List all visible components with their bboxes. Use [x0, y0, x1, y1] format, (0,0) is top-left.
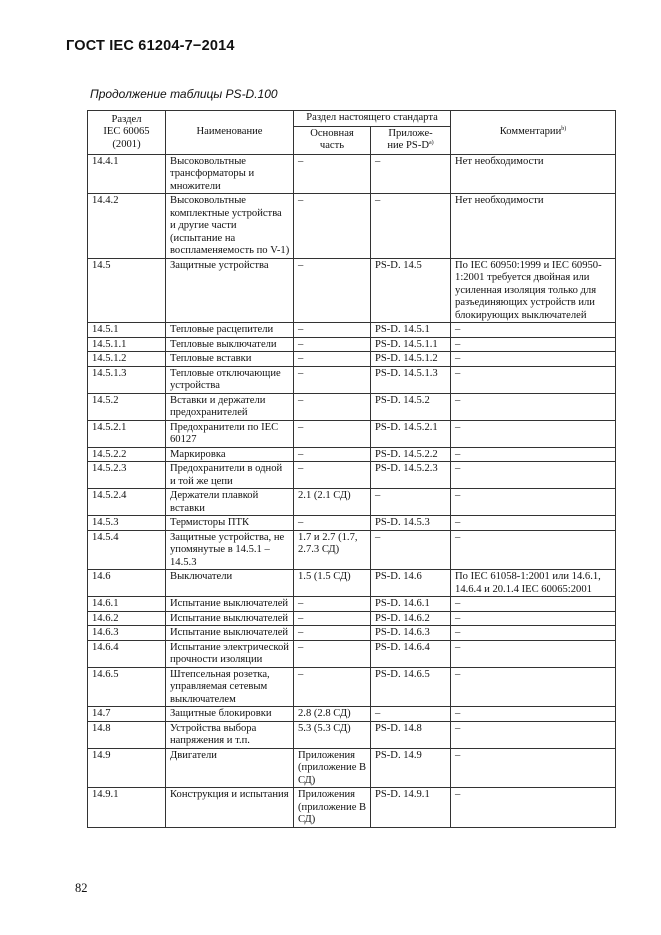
cell-section: 14.5.2	[88, 393, 166, 420]
cell-comment: –	[451, 462, 616, 489]
cell-annex: PS-D. 14.9	[371, 748, 451, 788]
cell-main-part: –	[294, 626, 371, 641]
cell-section: 14.9.1	[88, 788, 166, 828]
cell-section: 14.6.3	[88, 626, 166, 641]
header-annex	[371, 126, 451, 154]
cell-annex: PS-D. 14.5.1	[371, 323, 451, 338]
cell-main-part: –	[294, 597, 371, 612]
table-row	[88, 258, 616, 323]
cell-annex: PS-D. 14.8	[371, 721, 451, 748]
table-row	[88, 788, 616, 828]
table-row	[88, 420, 616, 447]
cell-comment: По IEC 61058-1:2001 или 14.6.1, 14.6.4 и 20.1.4 IEC 60065:2001	[451, 570, 616, 597]
cell-section: 14.6.1	[88, 597, 166, 612]
cell-annex: PS-D. 14.5.1.2	[371, 352, 451, 367]
header-name: Наименование	[166, 111, 294, 155]
cell-main-part: –	[294, 516, 371, 531]
cell-name: Термисторы ПТК	[166, 516, 294, 531]
cell-section: 14.5.2.2	[88, 447, 166, 462]
header-annex-note: a)	[429, 140, 434, 146]
table-row	[88, 337, 616, 352]
table-row	[88, 748, 616, 788]
table-row	[88, 570, 616, 597]
cell-name: Защитные устройства, не упомянутые в 14.5.1 – 14.5.3	[166, 530, 294, 570]
cell-main-part: 5.3 (5.3 СД)	[294, 721, 371, 748]
cell-section: 14.8	[88, 721, 166, 748]
cell-annex: PS-D. 14.5.1.1	[371, 337, 451, 352]
cell-comment: –	[451, 447, 616, 462]
cell-name: Предохранители по IEC 60127	[166, 420, 294, 447]
cell-section: 14.4.1	[88, 154, 166, 194]
cell-comment: Нет необходимости	[451, 154, 616, 194]
cell-comment: –	[451, 323, 616, 338]
cell-comment: По IEC 60950:1999 и IEC 60950-1:2001 требуется двойная или усиленная изоляция только для разъединяющих устройств или блокирующих выключателей	[451, 258, 616, 323]
table-row	[88, 366, 616, 393]
table-row	[88, 530, 616, 570]
table-row	[88, 626, 616, 641]
table-header	[88, 111, 616, 155]
table-row	[88, 611, 616, 626]
table-row	[88, 323, 616, 338]
cell-name: Конструкция и испытания	[166, 788, 294, 828]
header-main-line1: Основная	[310, 127, 354, 139]
cell-annex: PS-D. 14.6.3	[371, 626, 451, 641]
table-row	[88, 489, 616, 516]
table-row	[88, 154, 616, 194]
cell-main-part: –	[294, 352, 371, 367]
table-row	[88, 640, 616, 667]
cell-comment: –	[451, 707, 616, 722]
cell-annex: PS-D. 14.5.2.3	[371, 462, 451, 489]
table-row	[88, 667, 616, 707]
header-section-line2: IEC 60065	[103, 126, 150, 137]
cell-comment: –	[451, 352, 616, 367]
cell-main-part: 2.1 (2.1 СД)	[294, 489, 371, 516]
cell-comment: –	[451, 337, 616, 352]
cell-section: 14.6.4	[88, 640, 166, 667]
cell-name: Защитные устройства	[166, 258, 294, 323]
table-row	[88, 516, 616, 531]
header-main-line2: часть	[319, 140, 345, 151]
cell-comment: –	[451, 721, 616, 748]
cell-annex: PS-D. 14.9.1	[371, 788, 451, 828]
cell-main-part: –	[294, 447, 371, 462]
cell-section: 14.5.1.2	[88, 352, 166, 367]
header-section-line3: (2001)	[112, 138, 141, 150]
header-annex-line1: Приложе-	[388, 127, 433, 139]
cell-name: Тепловые выключатели	[166, 337, 294, 352]
table-row	[88, 597, 616, 612]
header-annex-line2: ние PS-D	[387, 140, 429, 151]
cell-main-part: –	[294, 323, 371, 338]
cell-name: Штепсельная розетка, управляемая сетевым выключателем	[166, 667, 294, 707]
table-caption: Продолжение таблицы PS-D.100	[90, 87, 278, 101]
cell-annex: PS-D. 14.5	[371, 258, 451, 323]
cell-comment: –	[451, 611, 616, 626]
cell-section: 14.9	[88, 748, 166, 788]
cell-main-part: –	[294, 194, 371, 259]
cell-main-part: –	[294, 640, 371, 667]
cell-name: Маркировка	[166, 447, 294, 462]
header-section-line1: Раздел	[111, 113, 142, 125]
cell-name: Испытание выключателей	[166, 626, 294, 641]
header-comments-label: Комментарии	[499, 126, 562, 137]
cell-section: 14.4.2	[88, 194, 166, 259]
cell-annex: –	[371, 530, 451, 570]
page-number: 82	[75, 881, 88, 895]
table-row	[88, 707, 616, 722]
cell-name: Вставки и держатели предохранителей	[166, 393, 294, 420]
cell-name: Высоковольтные трансформаторы и множители	[166, 154, 294, 194]
cell-annex: PS-D. 14.5.2.1	[371, 420, 451, 447]
cell-comment: Нет необходимости	[451, 194, 616, 259]
cell-main-part: 1.7 и 2.7 (1.7, 2.7.3 СД)	[294, 530, 371, 570]
table-row	[88, 447, 616, 462]
cell-comment: –	[451, 748, 616, 788]
ps-d-100-table	[87, 110, 616, 828]
cell-comment: –	[451, 489, 616, 516]
cell-main-part: –	[294, 337, 371, 352]
cell-annex: PS-D. 14.6.4	[371, 640, 451, 667]
cell-name: Защитные блокировки	[166, 707, 294, 722]
table-body	[88, 154, 616, 827]
header-comments-note: b)	[561, 126, 567, 132]
header-main-part	[294, 126, 371, 154]
table-row	[88, 462, 616, 489]
cell-name: Держатели плавкой вставки	[166, 489, 294, 516]
cell-annex: –	[371, 489, 451, 516]
cell-name: Предохранители в одной и той же цепи	[166, 462, 294, 489]
cell-comment: –	[451, 516, 616, 531]
cell-section: 14.5.1.1	[88, 337, 166, 352]
cell-annex: PS-D. 14.5.3	[371, 516, 451, 531]
cell-name: Выключатели	[166, 570, 294, 597]
cell-annex: –	[371, 707, 451, 722]
cell-name: Испытание электрической прочности изоляции	[166, 640, 294, 667]
cell-section: 14.5.2.3	[88, 462, 166, 489]
cell-comment: –	[451, 597, 616, 612]
cell-annex: PS-D. 14.5.2	[371, 393, 451, 420]
cell-section: 14.6.5	[88, 667, 166, 707]
table-row	[88, 721, 616, 748]
cell-comment: –	[451, 788, 616, 828]
cell-annex: PS-D. 14.6.1	[371, 597, 451, 612]
cell-comment: –	[451, 530, 616, 570]
cell-main-part: –	[294, 420, 371, 447]
header-section	[88, 111, 166, 155]
cell-comment: –	[451, 626, 616, 641]
cell-section: 14.6.2	[88, 611, 166, 626]
cell-comment: –	[451, 366, 616, 393]
cell-section: 14.5.1	[88, 323, 166, 338]
cell-comment: –	[451, 393, 616, 420]
table-row	[88, 194, 616, 259]
cell-name: Испытание выключателей	[166, 611, 294, 626]
cell-section: 14.5.1.3	[88, 366, 166, 393]
cell-main-part: Приложения (приложение В СД)	[294, 788, 371, 828]
cell-comment: –	[451, 640, 616, 667]
cell-section: 14.5.2.1	[88, 420, 166, 447]
cell-section: 14.5	[88, 258, 166, 323]
cell-main-part: –	[294, 366, 371, 393]
cell-annex: PS-D. 14.5.2.2	[371, 447, 451, 462]
cell-name: Двигатели	[166, 748, 294, 788]
cell-annex: PS-D. 14.6.5	[371, 667, 451, 707]
cell-comment: –	[451, 420, 616, 447]
cell-annex: PS-D. 14.6	[371, 570, 451, 597]
cell-main-part: –	[294, 611, 371, 626]
cell-main-part: –	[294, 462, 371, 489]
cell-main-part: –	[294, 393, 371, 420]
cell-name: Испытание выключателей	[166, 597, 294, 612]
cell-comment: –	[451, 667, 616, 707]
table-row	[88, 393, 616, 420]
cell-name: Устройства выбора напряжения и т.п.	[166, 721, 294, 748]
cell-section: 14.5.2.4	[88, 489, 166, 516]
cell-annex: PS-D. 14.6.2	[371, 611, 451, 626]
table-row	[88, 352, 616, 367]
cell-annex: PS-D. 14.5.1.3	[371, 366, 451, 393]
cell-main-part: –	[294, 258, 371, 323]
cell-name: Тепловые вставки	[166, 352, 294, 367]
cell-section: 14.5.3	[88, 516, 166, 531]
cell-annex: –	[371, 194, 451, 259]
header-comments	[451, 111, 616, 155]
cell-main-part: –	[294, 154, 371, 194]
cell-main-part: 2.8 (2.8 СД)	[294, 707, 371, 722]
document-title: ГОСТ IEC 61204-7−2014	[66, 38, 235, 54]
cell-section: 14.7	[88, 707, 166, 722]
cell-name: Высоковольтные комплектные устройства и другие части (испытание на воспламеняемость по V-1)	[166, 194, 294, 259]
cell-name: Тепловые отключающие устройства	[166, 366, 294, 393]
cell-section: 14.6	[88, 570, 166, 597]
cell-name: Тепловые расцепители	[166, 323, 294, 338]
cell-section: 14.5.4	[88, 530, 166, 570]
cell-main-part: Приложения (приложение В СД)	[294, 748, 371, 788]
cell-main-part: 1.5 (1.5 СД)	[294, 570, 371, 597]
cell-main-part: –	[294, 667, 371, 707]
header-standard-group: Раздел настоящего стандарта	[294, 111, 451, 127]
cell-annex: –	[371, 154, 451, 194]
